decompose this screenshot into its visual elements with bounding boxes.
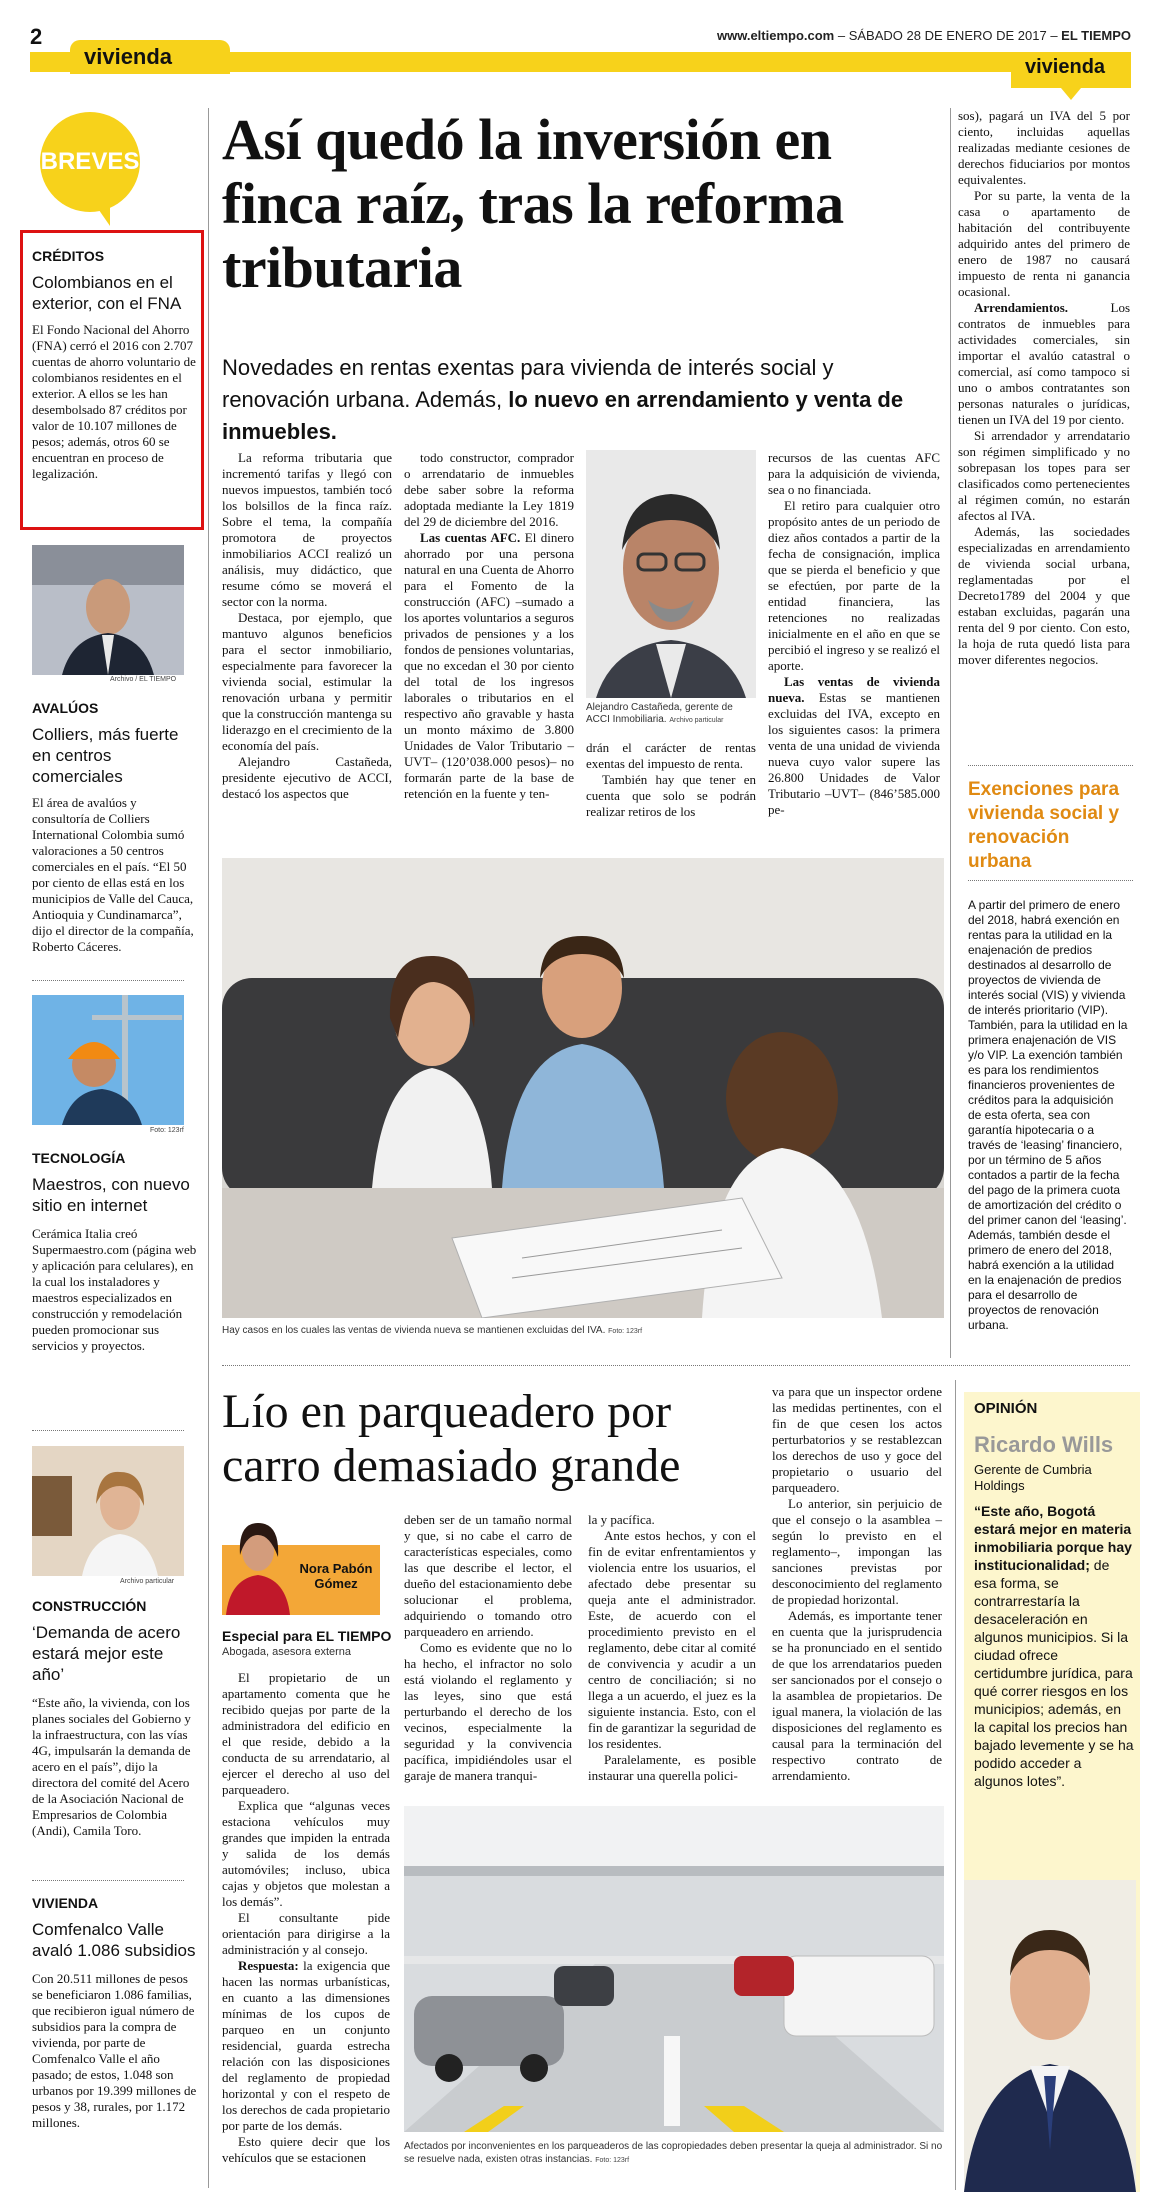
parking-garage-icon	[404, 1806, 944, 2132]
brief-avaluos	[32, 700, 197, 955]
article2-col-3	[588, 1512, 756, 1784]
opinion-quote	[974, 1502, 1134, 1790]
article-col-4	[768, 450, 940, 818]
column-rule	[955, 1380, 956, 2190]
article-col-5	[958, 108, 1130, 668]
brief-category: TECNOLOGÍA	[32, 1150, 126, 1166]
brief-category: CONSTRUCCIÓN	[32, 1598, 147, 1614]
photo-credit: Archivo particular	[120, 1578, 175, 1585]
paragraph: Además, es importante tener en cuenta que la jurisprudencia se ha pronunciado en el sentido de que los arrendatarios pueden ser sancionados por el consejo o la asamblea de propietarios. De igual manera, la violación de las disposiciones del reglamento es causal para la terminación del respectivo contrato de arrendamiento.	[772, 1608, 942, 1783]
subhead: Respuesta:	[238, 1958, 299, 1973]
woman-author-icon	[222, 1509, 292, 1615]
brief-headline: Colombianos en el exterior, con el FNA	[32, 273, 182, 313]
brief-headline: ‘Demanda de acero estará mejor este año’	[32, 1623, 181, 1684]
brief-vivienda	[32, 1895, 197, 2131]
brief-category: AVALÚOS	[32, 700, 99, 716]
paragraph: Si arrendador y arrendatario son régimen simplificado y no sobrepasan los topes para ser clasificados como pertenecientes al régimen común, no estarán afectos al IVA.	[958, 428, 1130, 523]
caption-text: Alejandro Castañeda, gerente de ACCI Inmobiliaria.	[586, 702, 733, 725]
paragraph: El propietario de un apartamento comenta que he recibido quejas por parte de la administradora del edificio en el que reside, debido a la conducta de su arrendatario, al ejercer el derecho al uso del parqueadero.	[222, 1670, 390, 1797]
deck-text: Novedades en rentas exentas para vivienda de interés social y renovación urbana. Además,	[222, 355, 834, 412]
parking-photo	[404, 1806, 944, 2132]
opinion-role: Gerente de Cumbria Holdings	[974, 1462, 1092, 1493]
caption-credit: Foto: 123rf	[608, 1328, 643, 1335]
paragraph: Ante estos hechos, y con el fin de evitar enfrentamientos y violencia entre los usuarios, el afectado debe presentar su queja ante el administrador. Este, de acuerdo con el procedimiento previsto en el reglamento, debe citar al comité de convivencia y acudir a un centro de conciliación; si no llega a un acuerdo, el juez es la siguiente instancia. Esto, con el fin de garantizar la seguridad de los residentes.	[588, 1528, 756, 1751]
article-deck	[222, 352, 942, 448]
opinion-tag: OPINIÓN	[974, 1400, 1038, 1417]
family-reviewing-plans-icon	[222, 858, 944, 1318]
brief-body: Cerámica Italia creó Supermaestro.com (página web y aplicación para celulares), en la cual los instaladores y maestros especializados en construcción y remodelación pueden promocionar sus servicios y proyectos.	[32, 1226, 197, 1353]
parking-caption	[404, 2140, 944, 2166]
paragraph: Alejandro Castañeda, presidente ejecutivo de ACCI, destacó los aspectos que	[222, 754, 392, 801]
author-box	[222, 1545, 380, 1615]
article2-col-4	[772, 1384, 942, 1784]
brief-headline: Maestros, con nuevo sitio en internet	[32, 1175, 190, 1215]
opinion-photo	[964, 1880, 1136, 2192]
family-photo	[222, 858, 944, 1318]
paragraph: Los contratos de inmuebles para actividades comerciales, sin importar el avalúo catastral o comercial, así como tampoco si uno o ambos contratantes son personas naturales o jurídicas, tienen un IVA del 19 por ciento.	[958, 300, 1130, 427]
divider	[968, 765, 1133, 766]
paragraph: Destaca, por ejemplo, que mantuvo algunos beneficios para el sector inmobiliario, especialmente para favorecer la vivienda social, estimular la renovación urbana y permitir que la construcción mantenga su liderazgo en el crecimiento de la economía del país.	[222, 610, 392, 753]
paragraph: El retiro para cualquier otro propósito antes de un periodo de diez años contados a partir de la fecha de consignación, implica que se pierda el beneficio y que se efectúen, por parte de la entidad financiera, las retenciones no realizadas inicialmente en el año en que se percibió el ingreso y se realizó el aporte.	[768, 498, 940, 673]
divider	[32, 1880, 184, 1881]
paragraph: Como es evidente que no lo ha hecho, el infractor no solo está violando el reglamento y las leyes, sino que está perturbando el derecho de los vecinos, especialmente la seguridad y la convivencia pacífica, impidiéndoles usar el garaje de manera tranqui-	[404, 1640, 572, 1783]
paragraph: sos), pagará un IVA del 5 por ciento, incluidas aquellas realizadas mediante cesiones de derechos fiduciarios por montos equivalentes.	[958, 108, 1130, 187]
author-role: Abogada, asesora externa	[222, 1646, 352, 1658]
paragraph: todo constructor, comprador o arrendatario de inmuebles debe saber sobre la reforma adoptada mediante la Ley 1819 del 29 de diciembre del 2016.	[404, 450, 574, 529]
article2-headline: Lío en parqueadero por carro demasiado grande	[222, 1385, 681, 1492]
issue-date: SÁBADO 28 DE ENERO DE 2017	[848, 28, 1047, 43]
photo-colliers	[32, 545, 184, 675]
divider	[32, 1430, 184, 1431]
paragraph: drán el carácter de rentas exentas del impuesto de renta.	[586, 740, 756, 771]
byline: Especial para EL TIEMPO	[222, 1628, 392, 1644]
brief-body: El Fondo Nacional del Ahorro (FNA) cerró el 2016 con 2.707 cuentas de ahorro voluntario de colombianos residentes en el exterior. A ellos se les han desembolsado 87 créditos por valor de 10.107 millones de pesos; además, otros 60 se encuentran en proceso de legalización.	[32, 322, 196, 481]
section-tab: vivienda	[70, 40, 230, 74]
article-col-3	[586, 740, 756, 820]
woman-portrait-icon	[32, 1446, 184, 1576]
caption-text: Afectados por inconvenientes en los parqueaderos de las copropiedades deben presentar la queja al administrador. Si no se resuelve nada, existen otras instancias.	[404, 2141, 943, 2165]
paragraph: La reforma tributaria que incrementó tarifas y llegó con nuevos impuestos, también tocó los bolsillos de la finca raíz. Sobre el tema, la compañía promotora de proyectos inmobiliarios ACCI realizó un análisis, muy didáctico, que resume cómo se moverá el sector con la norma.	[222, 450, 392, 609]
deck-bold: lo nuevo en arrendamiento y venta de inmuebles.	[222, 387, 904, 444]
masthead-meta: www.eltiempo.com – SÁBADO 28 DE ENERO DE 2017 – EL TIEMPO	[716, 28, 1131, 43]
photo-credit: Foto: 123rf	[150, 1127, 184, 1134]
sidebar-headline: Exenciones para vivienda social y renovación urbana	[968, 779, 1120, 872]
divider	[32, 980, 184, 981]
opinion-name: Ricardo Wills	[974, 1432, 1114, 1457]
column-rule	[208, 108, 209, 2188]
paragraph: la exigencia que hacen las normas urbanísticas, en cuanto a las dimensiones mínimas de los cupos de parqueo en un conjunto residencial, guarda estrecha relación con las disposiciones del reglamento de propiedad horizontal y con el respeto de los derechos de cada propietario por parte de los demás.	[222, 1958, 390, 2133]
column-rule	[950, 108, 951, 1358]
paragraph: Paralelamente, es posible instaurar una querella polici-	[588, 1752, 756, 1783]
man-suit-portrait-icon	[964, 1880, 1136, 2192]
brief-tecnologia	[32, 1150, 197, 1354]
article-headline: Así quedó la inversión en finca raíz, tras la reforma tributaria	[222, 107, 844, 300]
paragraph: Estas se mantienen excluidas del IVA, excepto en los siguientes casos: la primera venta de una unidad de vivienda nueva cuyo valor supere las 26.800 Unidades de Valor Tributario –UVT– (846’585.000 pe-	[768, 690, 941, 817]
divider	[968, 880, 1133, 881]
badge-tail	[92, 200, 110, 226]
brief-category: CRÉDITOS	[32, 248, 105, 264]
paragraph: Por su parte, la venta de la casa o apartamento de habitación del contribuyente adquirido antes del primero de enero de 1987 no causará impuesto de renta ni ganancia ocasional.	[958, 188, 1130, 299]
man-portrait-icon	[32, 545, 184, 675]
paragraph: Esto quiere decir que los vehículos que se estacionen	[222, 2134, 390, 2165]
author-photo	[222, 1509, 292, 1615]
paragraph: Además, las sociedades especializadas en arrendamiento de vivienda social urbana, reglamentadas por el Decreto1789 del 2004 y que estaban excluidas, pagarán una renta del 9 por ciento. Con esto, la hoja de ruta quedó lista para mover diferentes negocios.	[958, 524, 1130, 667]
article-col-1	[222, 450, 392, 802]
quote-bold: “Este año, Bogotá estará mejor en materia inmobiliaria porque hay institucionalidad;	[974, 1503, 1132, 1573]
subhead: Las ventas de vivienda nueva.	[768, 674, 940, 705]
paragraph: va para que un inspector ordene las medidas pertinentes, con el fin de que cesen los actos perturbatorios y se restablezcan los derechos de uso y goce del propietario o usuario del parqueadero.	[772, 1384, 942, 1495]
brief-body: Con 20.511 millones de pesos se beneficiaron 1.086 familias, que recibieron igual número de subsidios para la compra de vivienda, por parte de Comfenalco Valle el año pasado; de estos, 1.048 son urbanos por 19.399 millones de pesos y 38, rurales, por 1.172 millones.	[32, 1971, 197, 2130]
paragraph: Explica que “algunas veces estaciona vehículos muy grandes que impiden la entrada y salida de los demás automóviles; incluso, ubica cajas y objetos que molestan a los demás”.	[222, 1798, 390, 1909]
sidebar-body: A partir del primero de enero del 2018, habrá exención en rentas para la utilidad en la enajenación de predios destinados al desarrollo de proyectos de vivienda de interés social (VIS) y vivienda de interés prioritario (VIP). También, para la utilidad en la primera enajenación de VIS y/o VIP. La exención también es para los rendimientos financieros provenientes de créditos para la adquisición de esta oferta, sea con garantía hipotecaria o a través de ‘leasing’ financiero, por un término de 5 años contados a partir de la fecha del pago de la primera cuota de amortización del crédito o del primer canon del ‘leasing’. Además, también desde el primero de enero del 2018, habrá exención a la utilidad en la enajenación de predios para el desarrollo de proyectos de renovación urbana.	[968, 898, 1128, 1332]
man-glasses-portrait-icon	[586, 450, 756, 698]
caption-text: Hay casos en los cuales las ventas de vivienda nueva se mantienen excluidas del IVA.	[222, 1325, 606, 1336]
brief-headline: Comfenalco Valle avaló 1.086 subsidios	[32, 1920, 196, 1960]
author-name: Nora Pabón Gómez	[299, 1561, 373, 1591]
photo-tecnologia	[32, 995, 184, 1125]
page-number: 2	[30, 24, 43, 49]
site-url: www.eltiempo.com	[716, 28, 835, 43]
brief-body: “Este año, la vivienda, con los planes sociales del Gobierno y la infraestructura, con las vías 4G, impulsarán la demanda de acero en el país”, dijo la directora del comité del Acero de la Asociación Nacional de Empresarios de Colombia (Andi), Camila Toro.	[32, 1695, 191, 1838]
brief-body: El área de avalúos y consultoría de Colliers International Colombia sumó valoraciones a 50 centros comerciales en el país. “El 50 por ciento de ellas está en los municipios de Valle del Cauca, Antioquia y Cundinamarca”, dijo el director de la compañía, Roberto Cáceres.	[32, 795, 194, 954]
paragraph: El dinero ahorrado por una persona natural en una Cuenta de Ahorro para el Fomento de la construcción (AFC) –sumado a los aportes voluntarios a seguros privados de pensiones y a los fondos de pensiones voluntarias, que no excedan el 30 por ciento del total de los ingresos laborales o tributarios en el respectivo año gravable y hasta un monto máximo de 3.800 Unidades de Valor Tributario –UVT– (120’038.000 pesos)– no formarán parte de la base de retención en la fuente y ten-	[404, 530, 575, 801]
article2-col-1	[222, 1670, 390, 2166]
breves-badge: BREVES	[40, 112, 140, 212]
photo-caption	[222, 1325, 944, 1336]
photo-construccion	[32, 1446, 184, 1576]
photo-credit: Archivo / EL TIEMPO	[110, 676, 177, 683]
paragraph: deben ser de un tamaño normal y que, si no cabe el carro de características especiales, como las que describe el lector, el dueño del estacionamiento debe solucionar el problema, adquiriendo o tomando otro parqueadero en arriendo.	[404, 1512, 572, 1639]
portrait-caption	[586, 702, 756, 726]
article-col-2	[404, 450, 574, 802]
subhead: Arrendamientos.	[974, 300, 1069, 315]
section-tab-right: vivienda	[1011, 52, 1131, 88]
brief-creditos	[32, 248, 197, 482]
paragraph: También hay que tener en cuenta que solo se podrán realizar retiros de los	[586, 772, 756, 819]
paragraph: recursos de las cuentas AFC para la adquisición de vivienda, sea o no financiada.	[768, 450, 940, 497]
caption-credit: Foto: 123rf	[595, 2157, 630, 2164]
paragraph: la y pacífica.	[588, 1512, 655, 1527]
brand-name: EL TIEMPO	[1061, 28, 1131, 43]
portrait-castaneda	[586, 450, 756, 698]
paragraph: Lo anterior, sin perjuicio de que el consejo o la asamblea –según lo previsto en el reglamento–, impongan las sanciones previstas por desconocimiento del reglamento de propiedad horizontal.	[772, 1496, 942, 1607]
quote-text: de esa forma, se contrarrestaría la desaceleración en algunos municipios. Si la ciudad ofrece certidumbre jurídica, para qué correr riesgos en los municipios; además, en la capital los precios han bajado levemente y se ha podido acceder a algunos lotes”.	[974, 1557, 1134, 1789]
brief-construccion	[32, 1598, 197, 1839]
section-divider	[222, 1365, 1130, 1366]
subhead: Las cuentas AFC.	[420, 530, 521, 545]
brief-headline: Colliers, más fuerte en centros comerciales	[32, 725, 179, 786]
article2-col-2	[404, 1512, 572, 1784]
paragraph: El consultante pide orientación para dirigirse a la administración y al consejo.	[222, 1910, 390, 1957]
caption-credit: Archivo particular	[669, 717, 724, 724]
worker-helmet-icon	[32, 995, 184, 1125]
brief-category: VIVIENDA	[32, 1895, 99, 1911]
